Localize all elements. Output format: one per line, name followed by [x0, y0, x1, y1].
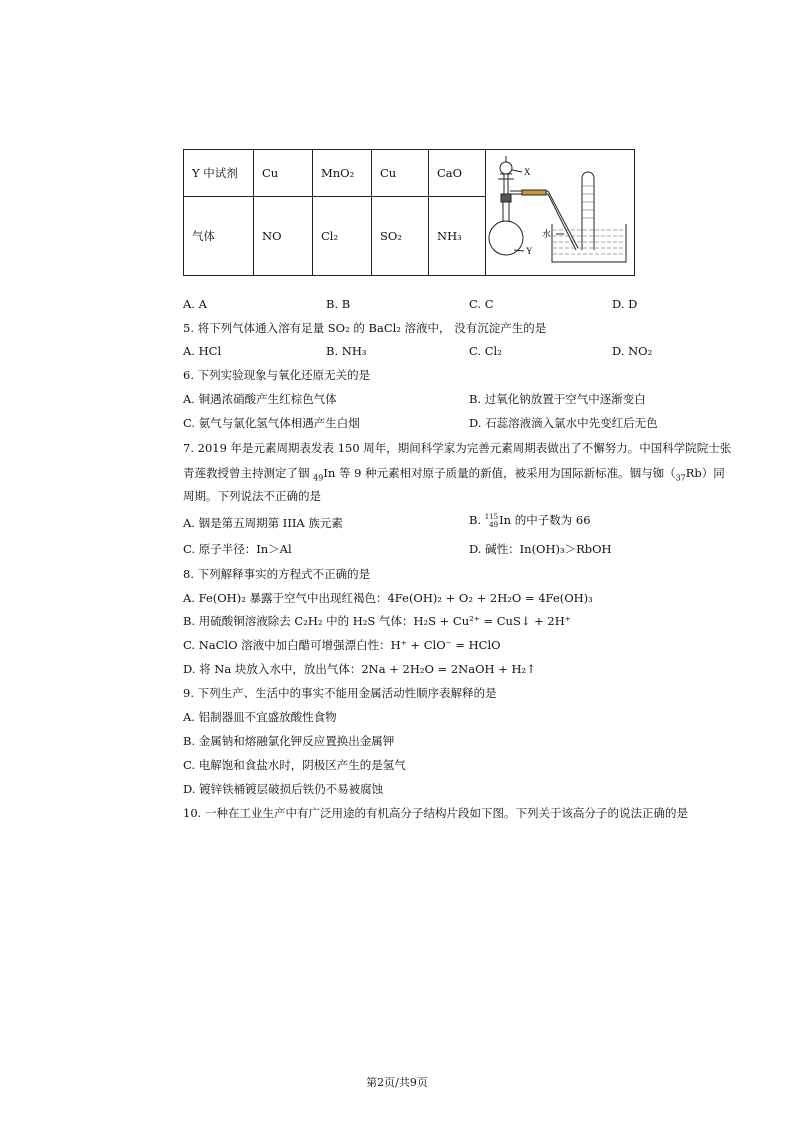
- q6-option-b[interactable]: B. 过氧化钠放置于空气中逐渐变白: [469, 392, 646, 406]
- apparatus-diagram: [486, 150, 634, 272]
- label-y: Y: [526, 246, 533, 256]
- table-cell: Y 中试剂: [184, 150, 254, 197]
- q9-option-c[interactable]: C. 电解饱和食盐水时，阴极区产生的是氢气: [183, 758, 406, 772]
- q6-stem: 6. 下列实验现象与氧化还原无关的是: [183, 368, 371, 382]
- table-cell: NO: [254, 196, 313, 275]
- q8-option-c[interactable]: C. NaClO 溶液中加白醋可增强漂白性：H⁺ + ClO⁻ = HClO: [183, 638, 501, 652]
- q8-option-a[interactable]: A. Fe(OH)₂ 暴露于空气中出现红褐色：4Fe(OH)₂ + O₂ + 2H₂O = 4Fe(OH)₃: [183, 591, 593, 605]
- table-cell: MnO₂: [313, 150, 372, 197]
- q5-option-c[interactable]: C. Cl₂: [469, 344, 502, 358]
- q7-stem-line1: 7. 2019 年是元素周期表发表 150 周年，期间科学家为完善元素周期表做出了不懈努力。中国科学院院士张: [183, 441, 732, 455]
- page-footer: 第2页/共9页: [366, 1076, 428, 1089]
- q9-option-b[interactable]: B. 金属钠和熔融氯化钾反应置换出金属钾: [183, 734, 395, 748]
- q7-option-a[interactable]: A. 铟是第五周期第 IIIA 族元素: [183, 516, 343, 530]
- q8-option-b[interactable]: B. 用硫酸铜溶液除去 C₂H₂ 中的 H₂S 气体：H₂S + Cu²⁺ = CuS↓ + 2H⁺: [183, 614, 571, 628]
- label-x: X: [524, 167, 531, 177]
- q4-option-a[interactable]: A. A: [183, 297, 207, 311]
- apparatus-cell: [486, 150, 635, 276]
- q9-option-d[interactable]: D. 镀锌铁桶镀层破损后铁仍不易被腐蚀: [183, 782, 384, 796]
- q9-option-a[interactable]: A. 铝制器皿不宜盛放酸性食物: [183, 710, 337, 724]
- table-cell: 气体: [184, 196, 254, 275]
- label-water: 水: [542, 230, 552, 240]
- q4-option-b[interactable]: B. B: [326, 297, 351, 311]
- q5-stem: 5. 将下列气体通入溶有足量 SO₂ 的 BaCl₂ 溶液中， 没有沉淀产生的是: [183, 321, 547, 335]
- q4-option-c[interactable]: C. C: [469, 297, 494, 311]
- q6-option-a[interactable]: A. 铜遇浓硝酸产生红棕色气体: [183, 392, 337, 406]
- table-cell: SO₂: [372, 196, 429, 275]
- q5-option-b[interactable]: B. NH₃: [326, 344, 367, 358]
- q5-option-d[interactable]: D. NO₂: [612, 344, 653, 358]
- q7-option-c[interactable]: C. 原子半径：In＞Al: [183, 542, 292, 556]
- q7-stem-line3: 周期。下列说法不正确的是: [183, 489, 321, 503]
- q10-stem: 10. 一种在工业生产中有广泛用途的有机高分子结构片段如下图。下列关于该高分子的说法正确的是: [183, 806, 688, 820]
- q7-stem-line2: 青莲教授曾主持测定了铟 $_{49}$In 等 9 种元素相对原子质量的新值，被采用为国际新标准。铟与铷$(_{37}Rb)$同: [183, 466, 725, 483]
- q5-option-a[interactable]: A. HCl: [183, 344, 222, 358]
- q7-option-d[interactable]: D. 碱性：In(OH)₃＞RbOH: [469, 542, 612, 556]
- q7-option-b[interactable]: B. 115 49In 的中子数为 66: [469, 513, 591, 529]
- table-cell: Cu: [372, 150, 429, 197]
- q4-option-d[interactable]: D. D: [612, 297, 638, 311]
- reagent-table: [183, 149, 635, 276]
- table-cell: NH₃: [429, 196, 486, 275]
- q8-stem: 8. 下列解释事实的方程式不正确的是: [183, 567, 371, 581]
- table-cell: CaO: [429, 150, 486, 197]
- table-cell: Cl₂: [313, 196, 372, 275]
- q6-option-d[interactable]: D. 石蕊溶液滴入氯水中先变红后无色: [469, 416, 658, 430]
- table-cell: Cu: [254, 150, 313, 197]
- q8-option-d[interactable]: D. 将 Na 块放入水中，放出气体：2Na + 2H₂O = 2NaOH + H₂↑: [183, 662, 536, 676]
- q9-stem: 9. 下列生产、生活中的事实不能用金属活动性顺序表解释的是: [183, 686, 497, 700]
- q6-option-c[interactable]: C. 氨气与氯化氢气体相遇产生白烟: [183, 416, 360, 430]
